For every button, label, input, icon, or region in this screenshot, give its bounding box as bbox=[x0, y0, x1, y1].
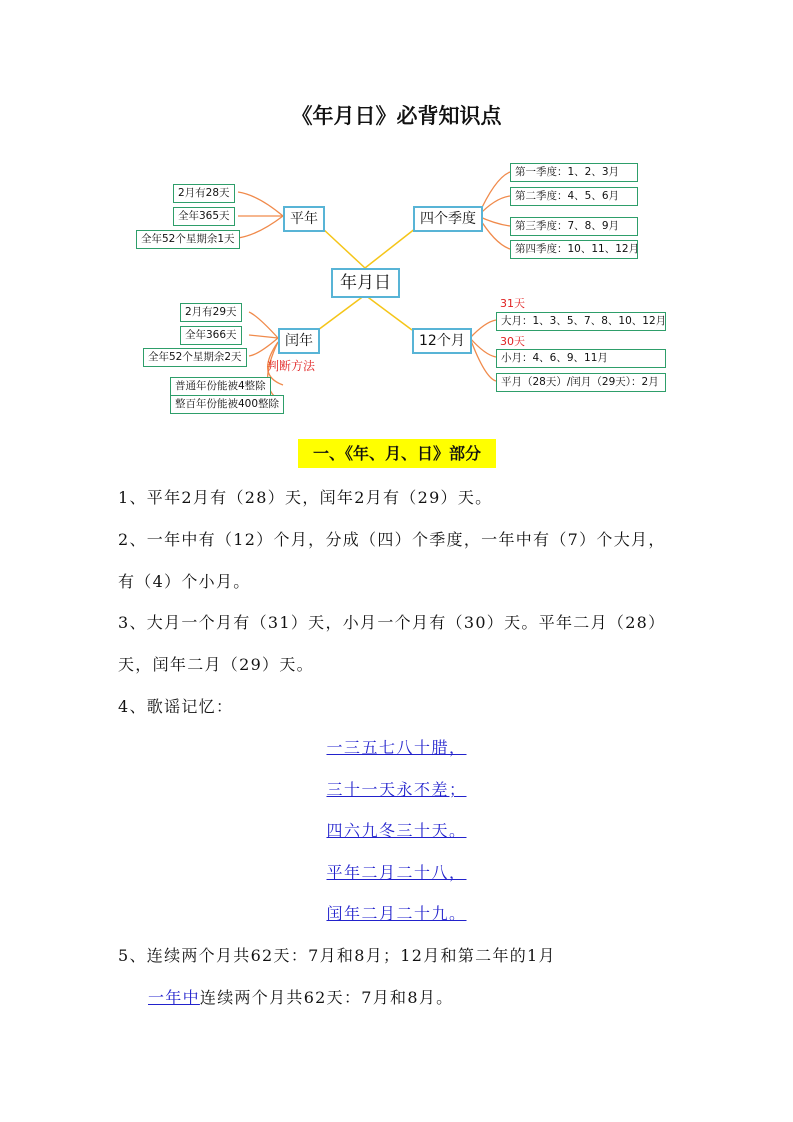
runnian-item: 全年52个星期余2天 bbox=[143, 348, 247, 367]
line-root-seasons bbox=[365, 228, 416, 268]
runnian-item: 2月有29天 bbox=[180, 303, 242, 322]
text-line-3a: 3、大月一个月有（31）天，小月一个月有（30）天。平年二月（28） bbox=[118, 613, 666, 632]
judge-method-label: 判断方法 bbox=[267, 359, 316, 373]
season-item: 第一季度：1、2、3月 bbox=[510, 163, 638, 182]
pingnian-item: 2月有28天 bbox=[173, 184, 235, 203]
poem-line[interactable]: 一三五七八十腊， bbox=[326, 738, 467, 757]
node-months: 12个月 bbox=[412, 328, 472, 354]
section-heading: 一、《年、月、日》部分 bbox=[298, 439, 496, 468]
year-link[interactable]: 一年中 bbox=[148, 988, 200, 1007]
tag-31-days: 31天 bbox=[500, 297, 525, 310]
text-line-5b-rest: 连续两个月共62天：7月和8月。 bbox=[199, 988, 454, 1007]
runnian-item: 全年366天 bbox=[180, 326, 242, 345]
line-root-runnian bbox=[318, 295, 365, 330]
poem-line[interactable]: 四六九冬三十天。 bbox=[326, 821, 467, 840]
pingnian-item: 全年52个星期余1天 bbox=[136, 230, 240, 249]
line-root-months bbox=[365, 295, 412, 330]
tag-30-days: 30天 bbox=[500, 335, 525, 348]
text-line-5a: 5、连续两个月共62天：7月和8月；12月和第二年的1月 bbox=[118, 946, 556, 965]
month-item: 平月（28天）/闰月（29天）：2月 bbox=[496, 373, 666, 392]
method-item: 整百年份能被400整除 bbox=[170, 395, 284, 414]
text-line-2a: 2、一年中有（12）个月，分成（四）个季度，一年中有（7）个大月， bbox=[118, 530, 666, 549]
poem-line[interactable]: 三十一天永不差； bbox=[326, 780, 467, 799]
node-runnian: 闰年 bbox=[278, 328, 320, 354]
line-root-pingnian bbox=[322, 228, 365, 268]
month-item: 大月：1、3、5、7、8、10、12月 bbox=[496, 312, 666, 331]
mindmap-root: 年月日 bbox=[331, 268, 400, 298]
node-pingnian: 平年 bbox=[283, 206, 325, 232]
text-line-4: 4、歌谣记忆： bbox=[118, 697, 234, 716]
season-item: 第三季度：7、8、9月 bbox=[510, 217, 638, 236]
season-item: 第二季度：4、5、6月 bbox=[510, 187, 638, 206]
method-item: 普通年份能被4整除 bbox=[170, 377, 271, 396]
poem-line[interactable]: 平年二月二十八， bbox=[326, 863, 467, 882]
poem-line[interactable]: 闰年二月二十九。 bbox=[326, 904, 467, 923]
text-line-1: 1、平年2月有（28）天，闰年2月有（29）天。 bbox=[118, 488, 493, 507]
season-item: 第四季度：10、11、12月 bbox=[510, 240, 638, 259]
text-line-5b bbox=[148, 985, 708, 1008]
text-line-3b: 天，闰年二月（29）天。 bbox=[118, 655, 314, 674]
text-line-2b: 有（4）个小月。 bbox=[118, 572, 251, 591]
page-title: 《年月日》必背知识点 bbox=[291, 104, 502, 128]
pingnian-item: 全年365天 bbox=[173, 207, 235, 226]
month-item: 小月：4、6、9、11月 bbox=[496, 349, 666, 368]
node-seasons: 四个季度 bbox=[413, 206, 483, 232]
